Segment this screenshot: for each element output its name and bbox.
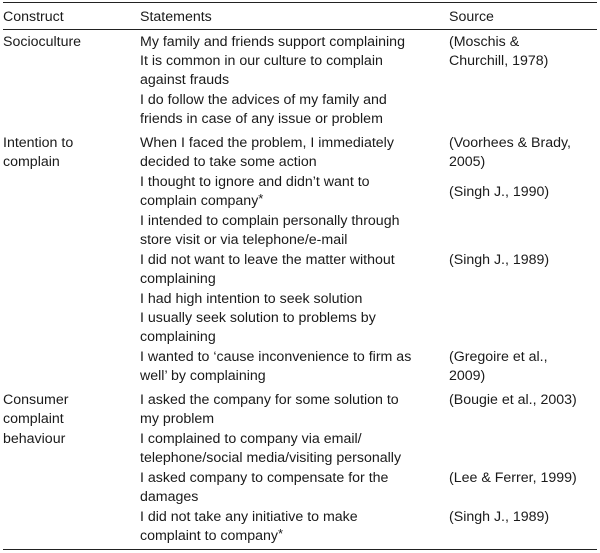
- source-text: (Gregoire et al.,: [449, 349, 548, 365]
- statement-text: I complained to company via email/: [140, 431, 362, 447]
- source-text: (Lee & Ferrer, 1999): [449, 470, 577, 486]
- source-text: 2009): [449, 368, 486, 384]
- statement-text: I intended to complain personally through: [140, 213, 400, 229]
- statement-text: complaining: [140, 271, 216, 287]
- construct-label: Consumer: [3, 392, 69, 408]
- construct-label: complaint: [3, 411, 64, 427]
- statement-text: I did not take any initiative to make: [140, 509, 358, 525]
- source-text: (Singh J., 1989): [449, 252, 550, 268]
- statement-text-part: complain company: [140, 193, 259, 209]
- source-text: (Bougie et al., 2003): [449, 392, 577, 408]
- statement-text: I did not want to leave the matter without: [140, 252, 395, 268]
- statement-text: my problem: [140, 411, 215, 427]
- source-text: (Singh J., 1990): [449, 184, 550, 200]
- header-source: Source: [449, 9, 494, 25]
- statement-text: When I faced the problem, I immediately: [140, 135, 394, 151]
- statement-text: I asked company to compensate for the: [140, 470, 389, 486]
- statement-text: I had high intention to seek solution: [140, 291, 363, 307]
- reverse-coded-mark: *: [278, 526, 284, 541]
- statement-text: [140, 527, 283, 545]
- source-text: (Voorhees & Brady,: [449, 135, 571, 151]
- statement-text: I wanted to ‘cause inconvenience to firm as: [140, 349, 412, 365]
- header-construct: Construct: [3, 9, 64, 25]
- constructs-table: [3, 2, 597, 550]
- reverse-coded-mark: *: [258, 191, 264, 206]
- construct-label: complain: [3, 154, 60, 170]
- statement-text: telephone/social media/visiting personally: [140, 450, 402, 466]
- statement-text: damages: [140, 489, 199, 505]
- table-header-row: [3, 3, 597, 30]
- construct-label: behaviour: [3, 431, 66, 447]
- statement-text: I asked the company for some solution to: [140, 392, 399, 408]
- statement-text: My family and friends support complaining: [140, 34, 405, 50]
- source-text: 2005): [449, 154, 486, 170]
- statement-text: I thought to ignore and didn’t want to: [140, 174, 370, 190]
- statement-text: I do follow the advices of my family and: [140, 92, 387, 108]
- source-text: Churchill, 1978): [449, 53, 549, 69]
- construct-label: Intention to: [3, 135, 74, 151]
- statement-text: store visit or via telephone/e-mail: [140, 232, 348, 248]
- source-text: (Moschis &: [449, 34, 520, 50]
- construct-label: Socioculture: [3, 34, 82, 50]
- statement-text: against frauds: [140, 72, 230, 88]
- statement-text: well’ by complaining: [140, 368, 266, 384]
- statement-text: decided to take some action: [140, 154, 317, 170]
- statement-text: complaining: [140, 329, 216, 345]
- header-statements: Statements: [140, 9, 212, 25]
- statement-text-part: complaint to company: [140, 528, 279, 544]
- statement-text: friends in case of any issue or problem: [140, 111, 383, 127]
- statement-text: I usually seek solution to problems by: [140, 310, 376, 326]
- source-text: (Singh J., 1989): [449, 509, 550, 525]
- statement-text: [140, 192, 263, 210]
- statement-text: It is common in our culture to complain: [140, 53, 383, 69]
